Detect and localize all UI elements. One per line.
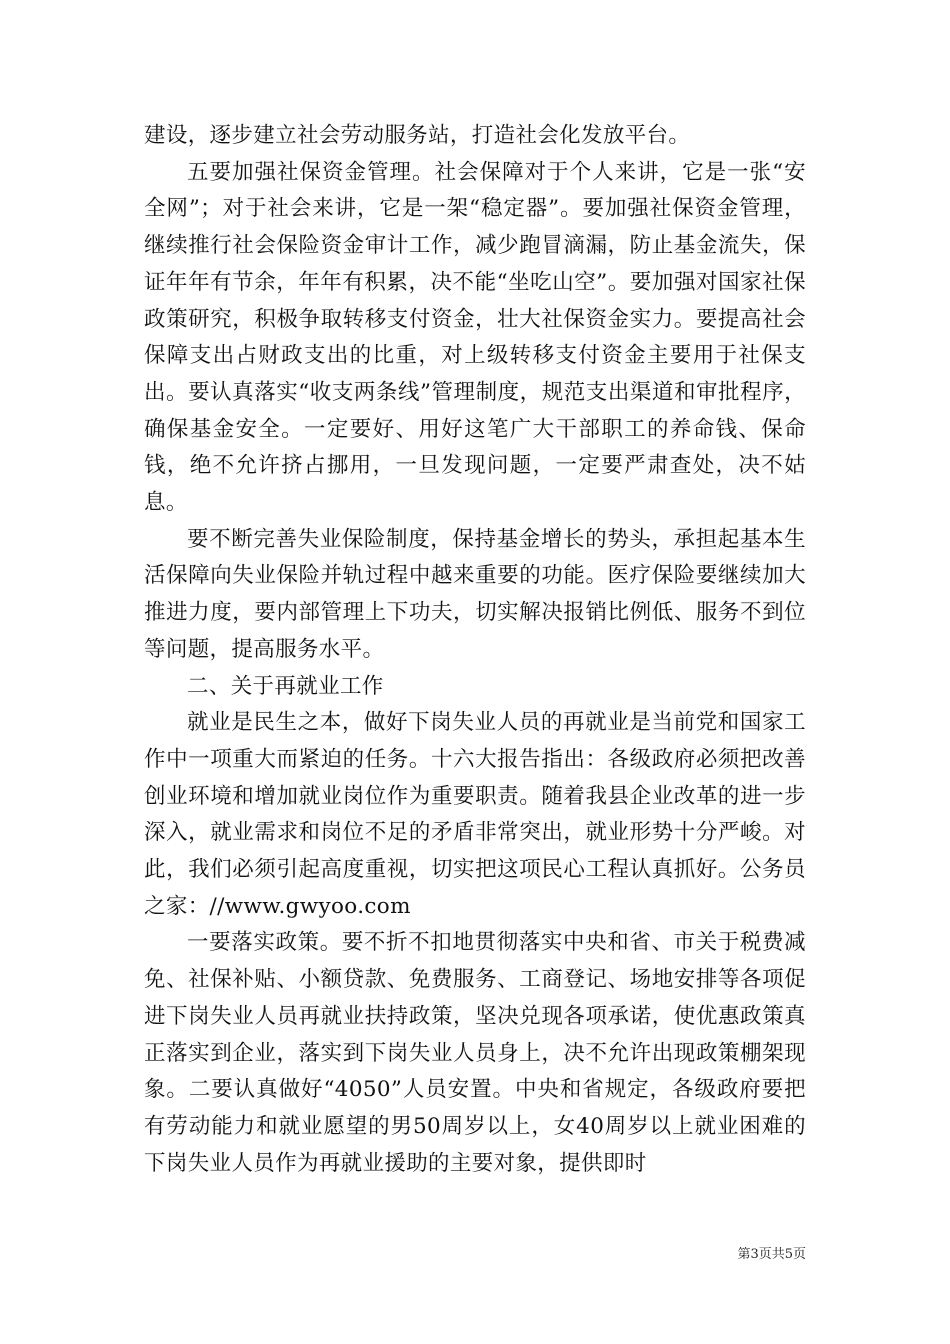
document-body <box>144 118 806 1182</box>
paragraph-unemployment-insurance: 要不断完善失业保险制度，保持基金增长的势头，承担起基本生活保障向失业保险并轨过程中越来重要的功能。医疗保险要继续加大推进力度，要内部管理上下功夫，切实解决报销比例低、服务不到位等问题，提高服务水平。 <box>144 526 806 662</box>
paragraph-continuation: 建设，逐步建立社会劳动服务站，打造社会化发放平台。 <box>144 123 691 148</box>
paragraph-social-security-fund: 五要加强社保资金管理。社会保障对于个人来讲，它是一张“安全网”；对于社会来讲，它是一架“稳定器”。要加强社保资金管理，继续推行社会保险资金审计工作，减少跑冒滴漏，防止基金流失，保证年年有节余，年年有积累，决不能“坐吃山空”。要加强对国家社保政策研究，积极争取转移支付资金，壮大社保资金实力。要提高社会保障支出占财政支出的比重，对上级转移支付资金主要用于社保支出。要认真落实“收支两条线”管理制度，规范支出渠道和审批程序，确保基金安全。一定要好、用好这笔广大干部职工的养命钱、保命钱，绝不允许挤占挪用，一旦发现问题，一定要严肃查处，决不姑息。 <box>144 159 806 516</box>
paragraph-implement-policies: 一要落实政策。要不折不扣地贯彻落实中央和省、市关于税费减免、社保补贴、小额贷款、免费服务、工商登记、场地安排等各项促进下岗失业人员再就业扶持政策，坚决兑现各项承诺，使优惠政策真正落实到企业，落实到下岗失业人员身上，决不允许出现政策棚架现象。二要认真做好“4050”人员安置。中央和省规定，各级政府要把有劳动能力和就业愿望的男50周岁以上，女40周岁以上就业困难的下岗失业人员作为再就业援助的主要对象，提供即时 <box>144 930 806 1176</box>
section-heading-reemployment: 二、关于再就业工作 <box>187 673 384 699</box>
paragraph-employment-importance: 就业是民生之本，做好下岗失业人员的再就业是当前党和国家工作中一项重大而紧迫的任务。十六大报告指出：各级政府必须把改善创业环境和增加就业岗位作为重要职责。随着我县企业改革的进一步深入，就业需求和岗位不足的矛盾非常突出，就业形势十分严峻。对此，我们必须引起高度重视，切实把这项民心工程认真抓好。公务员之家：//www.gwyoo.com <box>144 710 806 919</box>
page-number-footer: 第3页共5页 <box>737 1247 806 1262</box>
